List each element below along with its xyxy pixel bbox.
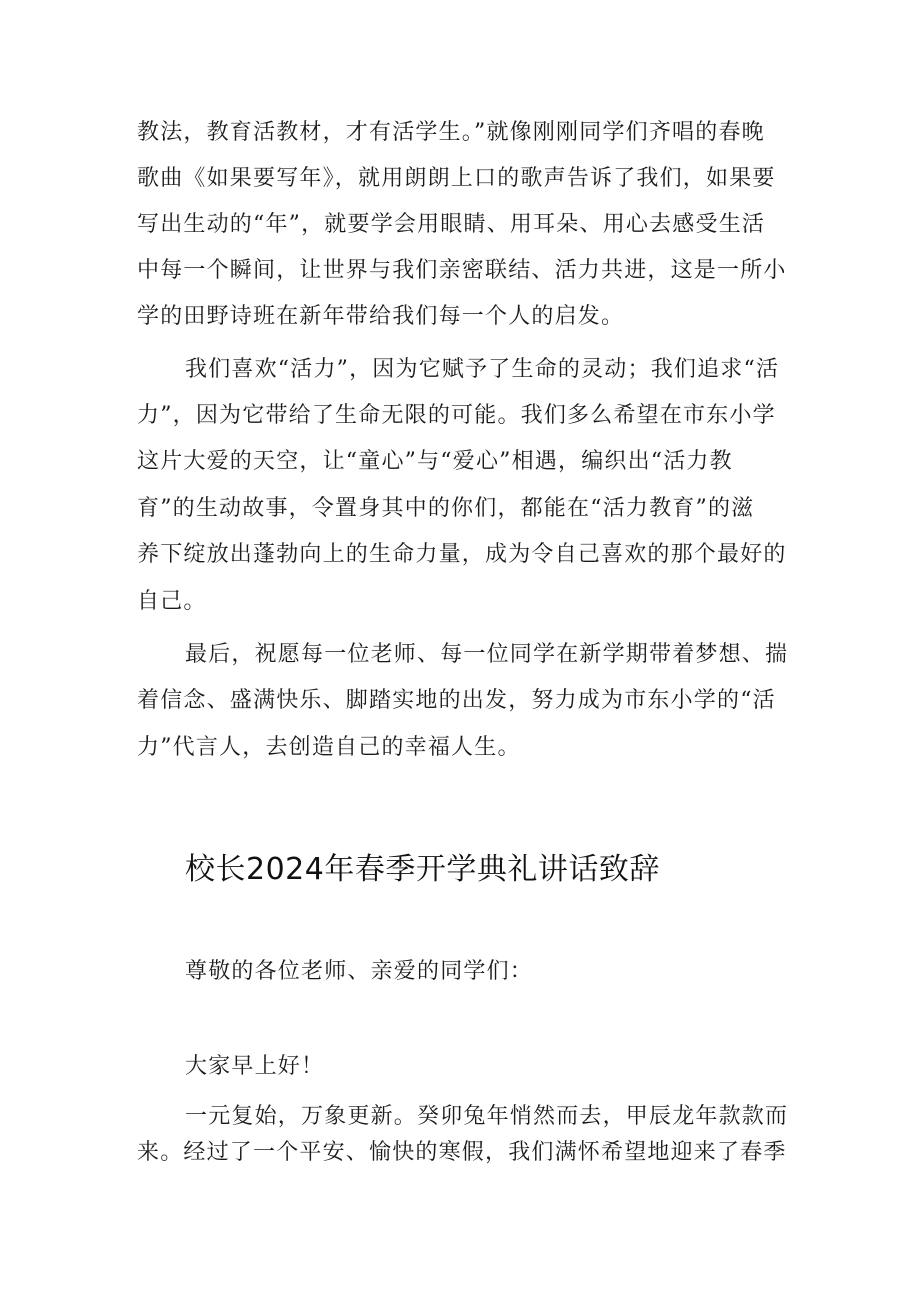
paragraph-2-line-3: 这片大爱的天空，让“童心”与“爱心”相遇，编织出“活力教 [137,449,733,474]
paragraph-2-line-4: 育”的生动故事，令置身其中的你们，都能在“活力教育”的滋 [137,496,755,521]
paragraph-1-line-3: 写出生动的“年”，就要学会用眼睛、用耳朵、用心去感受生活 [137,212,766,237]
paragraph-1-line-4: 中每一个瞬间，让世界与我们亲密联结、活力共进，这是一所小 [137,258,787,283]
paragraph-3-line-2: 着信念、盛满快乐、脚踏实地的出发，努力成为市东小学的“活 [137,688,776,713]
speech-title: 校长2024年春季开学典礼讲话致辞 [185,852,660,887]
greeting: 大家早上好！ [185,1054,325,1079]
paragraph-2-line-5: 养下绽放出蓬勃向上的生命力量，成为令自己喜欢的那个最好的 [137,542,787,567]
paragraph-1-line-2: 歌曲《如果要写年》，就用朗朗上口的歌声告诉了我们，如果要 [137,166,776,191]
paragraph-1-line-5: 学的田野诗班在新年带给我们每一个人的启发。 [137,304,625,329]
paragraph-4-line-2: 来。经过了一个平安、愉快的寒假，我们满怀希望地迎来了春季 [137,1140,787,1165]
paragraph-2-line-6: 自己。 [137,589,207,614]
paragraph-2-line-1: 我们喜欢“活力”，因为它赋予了生命的灵动；我们追求“活 [185,357,780,382]
paragraph-3-line-1: 最后，祝愿每一位老师、每一位同学在新学期带着梦想、揣 [185,642,789,667]
paragraph-2-line-2: 力”，因为它带给了生命无限的可能。我们多么希望在市东小学 [137,403,776,428]
paragraph-3-line-3: 力”代言人，去创造自己的幸福人生。 [137,735,521,760]
salutation: 尊敬的各位老师、亲爱的同学们： [185,959,534,984]
paragraph-1-line-1: 教法，教育活教材，才有活学生。”就像刚刚同学们齐唱的春晚 [137,120,765,145]
paragraph-4-line-1: 一元复始，万象更新。癸卯兔年悄然而去，甲辰龙年款款而 [185,1104,789,1129]
